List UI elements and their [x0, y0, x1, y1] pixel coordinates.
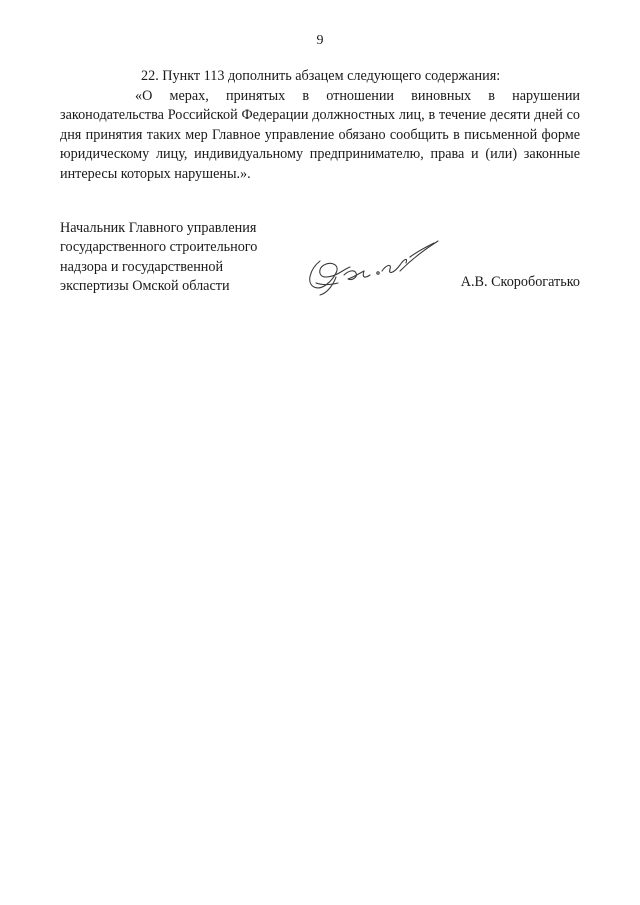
signature-block: [60, 219, 580, 299]
signer-position-line: Начальник Главного управления: [60, 220, 257, 236]
signer-position-line: экспертизы Омской области: [60, 277, 230, 294]
amendment-item-line: 22. Пункт 113 дополнить абзацем следующего содержания:: [141, 68, 501, 84]
handwritten-signature: [298, 231, 443, 299]
page-number: 9: [316, 33, 324, 48]
signer-position-line: надзора и государственной: [60, 258, 224, 275]
signer-position: [60, 219, 257, 296]
amendment-text: [60, 67, 580, 185]
signer-position-line: государственного строительного: [60, 239, 258, 256]
amendment-quote-paragraph: «О мерах, принятых в отношении виновных в нарушении законодательства Российской Федерации должностных лиц, в течение десяти дней со дня принятия таких мер Главное управление обязано сообщить в письменной форме юридическому лицу, индивидуальному предпринимателю, права и (или) законные интересы которых нарушены.».: [60, 87, 580, 182]
signer-name: А.В. Скоробогатько: [460, 274, 580, 290]
